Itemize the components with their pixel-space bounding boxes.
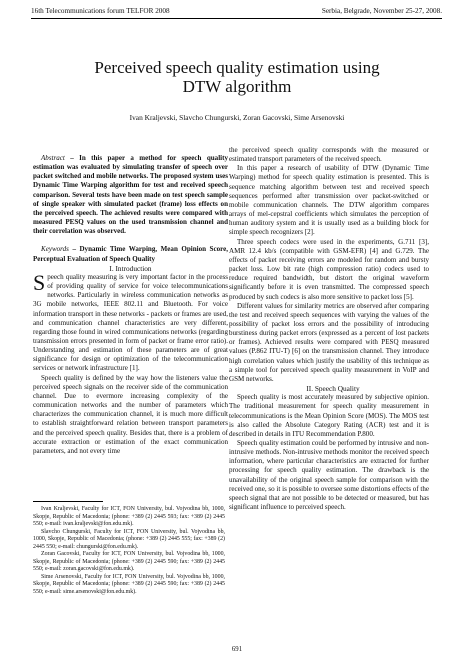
right-paragraph-4: Different values for similarity metrics are observed after comparing the test and received speech sequences with varying the values of the possibility of packet loss errors and the possibility of introducing burstiness during packet errors (expressed as a percent of lost packets or frames). Achieved results were compared with PESQ measured values (P.862 ITU-T) [6] on the transmission channel. They introduce high correlation values which justify the usability of this technique as a simple tool for perceived speech quality measurement in VoIP and GSM networks. [229, 301, 429, 383]
author-list: Ivan Kraljevski, Slavcho Chungurski, Zoran Gacovski, Sime Arsenovski [129, 113, 345, 122]
running-header-right: Serbia, Belgrade, November 25-27, 2008. [321, 7, 442, 15]
author-footnotes [33, 506, 225, 596]
paper-title-line-2: DTW algorithm [182, 77, 292, 96]
right-paragraph-5: Speech quality is most accurately measured by subjective opinion. The traditional measurement for speech quality measurement in telecommunications is the Mean Opinion Score (MOS). The MOS test is also called the Absolute Category Rating (ACR) test and it is described in details in ITU Recommendation P.800. [229, 393, 429, 438]
right-paragraph-3: Three speech codecs were used in the experiments, G.711 [3], AMR 12.4 kb/s (compatible with GSM-EFR) [4] and G.729. The effects of packet receiving errors are modeled for random and bursty packet loss. Low bit rate (high compression ratio) codecs used to reduce required bandwidth, but distort the original waveform significantly before it is even transmitted. The compressed speech produced by such codecs is also more sensitive to packet loss [5]. [229, 237, 429, 301]
keywords [33, 245, 228, 263]
intro-paragraph-2: Speech quality is defined by the way how the listeners value the perceived speech signals on the receiver side of the communication channel. Due to evermore increasing complexity of the communication networks and the number of parameters which characterizes the communication channel, it is much more difficult to establish straightforward relation between transport parameters and the perceived speech quality. Besides that, there is a problem of accurate extraction or estimation of the exact communication parameters, and not every time [33, 373, 228, 455]
keywords-label: Keywords [41, 245, 69, 254]
footnote-author-2: Slavcho Chungurski, Faculty for ICT, FON University, bul. Vojvodina bb, 1000, Skopje, Republic of Macedonia; (phone: +389 (2) 2445 555; fax: +389 (2) 2445 550; e-mail: chungurski@fon.edu.mk). [33, 528, 225, 550]
footnote-author-1: Ivan Kraljevski, Faculty for ICT, FON University, bul. Vojvodina bb, 1000, Skopje, Republic of Macedonia; (phone: +389 (2) 2445 593; fax: +389 (2) 2445 550; e-mail: ivan.kraljevski@fon.edu.mk). [33, 506, 225, 527]
abstract [33, 154, 228, 236]
paper-title-line-1: Perceived speech quality estimation using [94, 58, 380, 77]
drop-cap: S [33, 269, 46, 295]
section-heading-introduction: I. Introduction [109, 263, 152, 273]
header-rule [31, 18, 442, 19]
intro-paragraph-1 [33, 269, 228, 374]
footnote-author-4: Sime Arsenovski, Faculty for ICT, FON University, bul. Vojvodina bb, 1000, Skopje, Republic of Macedonia; (phone: +389 (2) 2445 590; fax: +389 (2) 2445 550; e-mail: sime.arsenovski@fon.edu.mk). [33, 573, 225, 595]
right-paragraph-1: the perceived speech quality corresponds with the measured or estimated transport parameters of the received speech. [229, 146, 429, 164]
section-heading-speech-quality: II. Speech Quality [306, 384, 360, 394]
right-paragraph-2: In this paper a research of usability of DTW (Dynamic Time Warping) method for speech quality estimation is presented. This is sequence matching algorithm between test and received speech sequences performed after transmission over packet-switched or mobile communication channels. The DTW algorithm compares arrays of mel-cepstral coefficients which simulates the perception of human auditory system and it is usually used as a building block for simple speech recognizers [2]. [229, 164, 429, 237]
footnote-author-3: Zoran Gacovski, Faculty for ICT, FON University, bul. Vojvodina bb, 1000, Skopje, Republic of Macedonia; (phone: +389 (2) 2445 590; fax: +389 (2) 2445 550; e-mail: zoran.gacovski@fon.edu.mk). [33, 551, 225, 572]
abstract-text: – In this paper a method for speech quality estimation was evaluated by simulating transfer of speech over packet switched and mobile networks. The proposed system uses Dynamic Time Warping algorithm for test and received speech comparison. Several tests have been made on test speech sample of single speaker with simulated packet (frame) loss effects on the perceived speech. The achieved results were compared with measured PESQ values on the used transmission channel and their correlation was observed. [33, 154, 228, 236]
footnote-rule [33, 501, 103, 502]
left-column [33, 154, 228, 456]
running-header-left: 16th Telecommunications forum TELFOR 2008 [31, 7, 170, 15]
keywords-text: – Dynamic Time Warping, Mean Opinion Score, Perceptual Evaluation of Speech Quality [33, 245, 228, 263]
intro-paragraph-1-text: peech quality measuring is very important factor in the process of providing quality of service for voice telecommunications networks. Particularly in wireless communication networks as 3G mobile networks, IEEE 802.11 and Bluetooth. For voice information transport in these networks - packets or frames are used, and communication channel characteristics are very different, regarding those found in wired communications networks (regarding transmission errors presented in form of packet or frame error ratio). Understanding and estimation of these parameters are of great significance for design or optimization of the telecommunication services or network infrastructure [1]. [33, 272, 228, 373]
abstract-label: Abstract [41, 154, 65, 162]
page-number: 691 [231, 646, 243, 653]
right-paragraph-6: Speech quality estimation could be performed by intrusive and non-intrusive methods. Non-intrusive methods monitor the received speech information, where particular characteristics are extracted for further processing for speech quality estimation. The drawback is the unavailability of the original speech sample for comparison with the received one, so it is possible to oversee some distortions effects of the speech signal that are not possible to be detected or measured, but has significant influence to perceived speech. [229, 439, 429, 512]
right-column [229, 146, 429, 512]
